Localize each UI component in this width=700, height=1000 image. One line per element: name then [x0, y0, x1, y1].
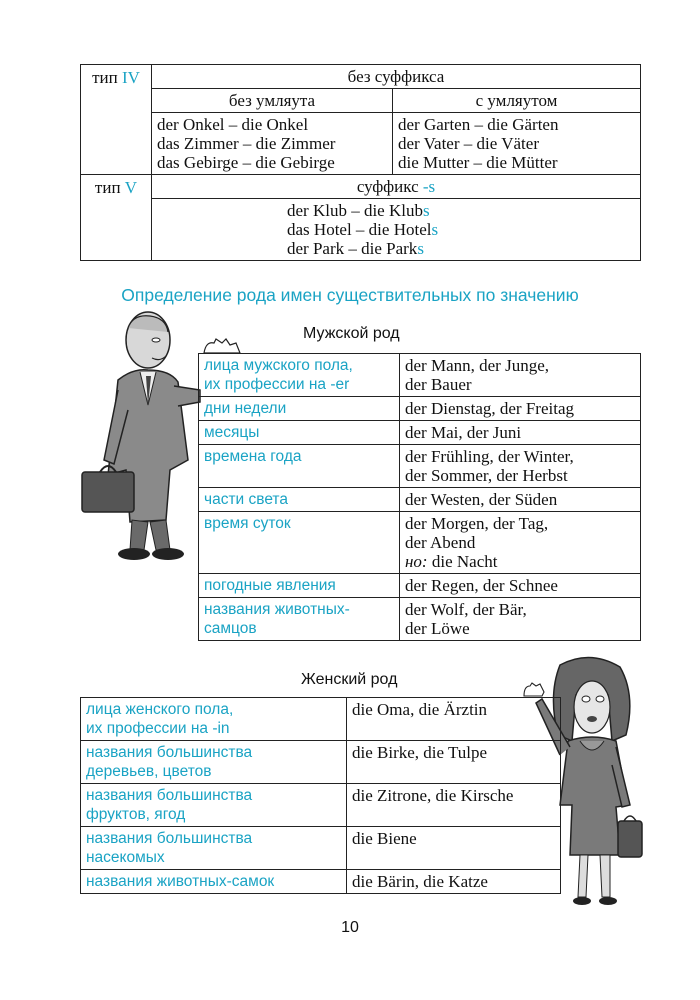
- page-number: 10: [341, 919, 359, 936]
- table-row: [199, 574, 641, 598]
- table-row: [81, 827, 561, 870]
- category: дни недели: [204, 400, 287, 417]
- table-row: [199, 598, 641, 641]
- category: погодные явления: [204, 577, 336, 594]
- table-row: [199, 512, 641, 574]
- suffix-header: [152, 175, 641, 199]
- table-row: [199, 397, 641, 421]
- category: время суток: [204, 515, 291, 532]
- example-line: der Onkel – die Onkel: [157, 115, 309, 134]
- s-suffix-examples: [152, 199, 641, 261]
- example-line: der Vater – die Väter: [398, 134, 539, 153]
- examples: der Frühling, der Winter, der Sommer, der Herbst: [400, 445, 641, 488]
- table-row: [81, 784, 561, 827]
- example-line: der Park – die Parks: [287, 239, 424, 258]
- plural-types-table: [80, 64, 641, 261]
- section-title: Определение рода имен существительных по значению: [121, 285, 579, 305]
- example-line: das Gebirge – die Gebirge: [157, 153, 335, 172]
- umlaut-examples: [393, 113, 641, 175]
- example-line: das Zimmer – die Zimmer: [157, 134, 336, 153]
- with-umlaut-header: с умляутом: [393, 89, 641, 113]
- example-line: der Garten – die Gärten: [398, 115, 559, 134]
- category: названия животных- самцов: [204, 601, 350, 637]
- category: названия большинства деревьев, цветов: [86, 744, 253, 780]
- table-row: [199, 445, 641, 488]
- no-suffix-header: без суффикса: [152, 65, 641, 89]
- category: названия большинства насекомых: [86, 830, 253, 866]
- type-label: тип: [92, 68, 118, 87]
- examples: die Bärin, die Katze: [347, 870, 561, 894]
- masculine-heading: Мужской род: [303, 325, 400, 342]
- category: лица женского пола, их профессии на -in: [86, 701, 234, 737]
- table-row: [199, 421, 641, 445]
- type-v-cell: [81, 175, 152, 261]
- suffix-label: суффикс: [356, 177, 419, 196]
- examples: die Oma, die Ärztin: [347, 698, 561, 741]
- table-row: [81, 870, 561, 894]
- category: названия большинства фруктов, ягод: [86, 787, 253, 823]
- examples: die Biene: [347, 827, 561, 870]
- woman-hand-icon: [522, 682, 546, 698]
- examples: der Morgen, der Tag, der Abend но: die Nacht: [400, 512, 641, 574]
- category: времена года: [204, 448, 302, 465]
- examples: der Mann, der Junge, der Bauer: [400, 354, 641, 397]
- type-label: тип: [94, 178, 121, 197]
- suffix-value: -s: [422, 177, 436, 196]
- table-row: [81, 741, 561, 784]
- no-umlaut-header: без умляута: [152, 89, 393, 113]
- category: названия животных-самок: [86, 873, 275, 890]
- table-row: [199, 354, 641, 397]
- feminine-table: [80, 697, 561, 894]
- example-line: der Klub – die Klubs: [287, 201, 430, 220]
- type-number: V: [124, 178, 138, 197]
- category: части света: [204, 491, 288, 508]
- examples: der Westen, der Süden: [400, 488, 641, 512]
- examples: der Regen, der Schnee: [400, 574, 641, 598]
- table-row: [199, 488, 641, 512]
- type-number: IV: [121, 68, 140, 87]
- no-umlaut-examples: [152, 113, 393, 175]
- examples: der Wolf, der Bär, der Löwe: [400, 598, 641, 641]
- example-line: die Mutter – die Mütter: [398, 153, 558, 172]
- category: месяцы: [204, 424, 260, 441]
- examples: der Mai, der Juni: [400, 421, 641, 445]
- examples: die Zitrone, die Kirsche: [347, 784, 561, 827]
- examples: der Dienstag, der Freitag: [400, 397, 641, 421]
- category: лица мужского пола, их профессии на -er: [204, 357, 353, 393]
- feminine-heading: Женский род: [301, 671, 398, 688]
- man-illustration: [78, 310, 203, 565]
- masculine-table: [198, 353, 641, 641]
- table-row: [81, 698, 561, 741]
- example-line: das Hotel – die Hotels: [287, 220, 439, 239]
- examples: die Birke, die Tulpe: [347, 741, 561, 784]
- type-iv-cell: [81, 65, 152, 175]
